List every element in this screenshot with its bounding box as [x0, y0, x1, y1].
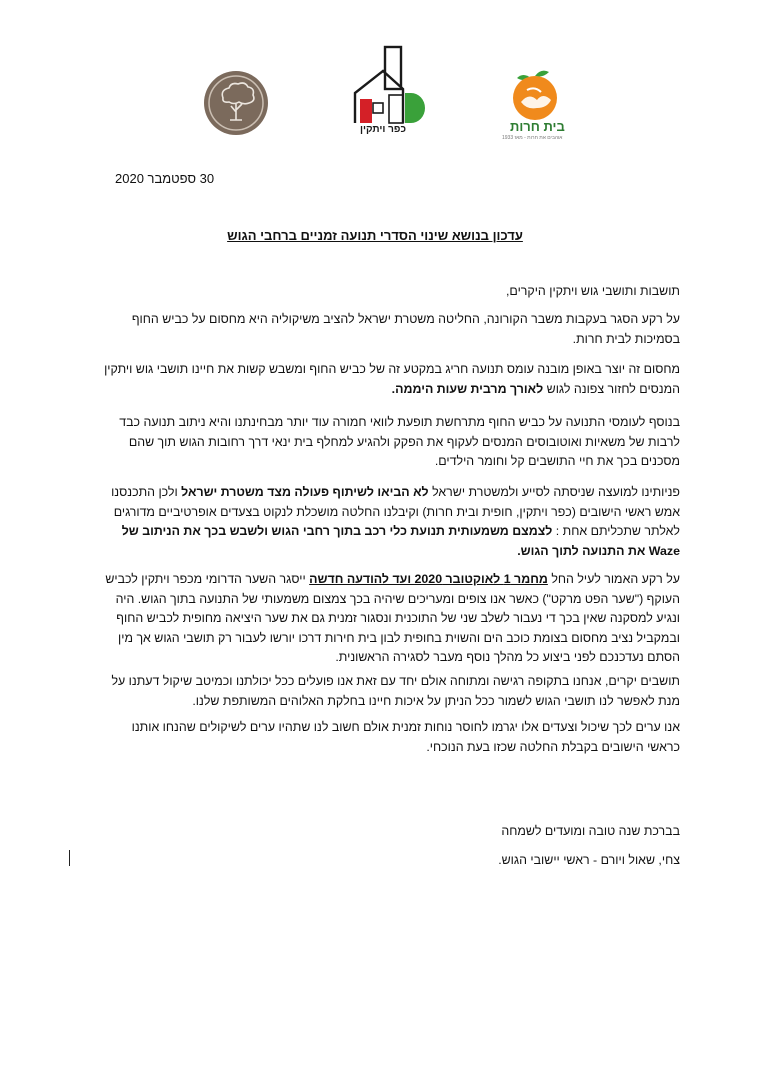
paragraph-2: [100, 360, 680, 399]
paragraph-1: על רקע הסגר בעקבות משבר הקורונה, החליטה משטרת ישראל להציב משיקוליה היא מחסום על כביש החוף בסמיכות לבית חרות.: [131, 312, 680, 346]
paragraph-3: בנוסף לעומסי התנועה על כביש החוף מתרחשת תופעת לוואי חמורה עוד יותר מבחינתנו והיא ניתוב תנועה כבד לרבות של משאיות ואוטובוסים המנסים לעקוף את הפקק ולהגיע למחלף בית ינאי דרך רחובות הגוש תוך שהם מסכנים בכך את חיי התושבים קל וחומר הילדים.: [119, 415, 680, 468]
tree-emblem-icon: [203, 70, 269, 136]
right-logo-caption: בית חרות: [510, 119, 565, 134]
greeting: תושבות ותושבי גוש ויתקין היקרים,: [505, 284, 680, 298]
paragraph-5-bold-underline: מחמר 1 לאוקטובר 2020 ועד להודעה חדשה: [309, 572, 548, 586]
paragraph-5: [100, 570, 680, 668]
paragraph-4-text-2: ולכן התכנסנו אמש ראשי הישובים (כפר ויתקין, חופית ובית חרות) וקיבלנו החלטה מושכלת לנקוט בצעדים אופרטיביים מדורגים לאלתר שתכליתם אחת :: [111, 485, 680, 538]
right-logo-subcaption: אוהבים את חרות - מאז 1933: [502, 135, 563, 141]
paragraph-2-text: מחסום זה יוצר באופן מובנה עומס תנועה חריג במקטע זה של כביש החוף ומשבש קשות את חיינו תושבי גוש ויתקין המנסים לחזור צפונה לגוש: [104, 362, 680, 396]
signature-line: צחי, שאול ויורם - ראשי יישובי הגוש.: [498, 853, 680, 867]
letter-date: 30 ספטמבר 2020: [115, 171, 215, 186]
closing-line: בברכת שנה טובה ומועדים לשמחה: [501, 824, 680, 838]
paragraph-4: [100, 483, 680, 561]
paragraph-5-text-1: על רקע האמור לעיל החל: [547, 572, 680, 586]
paragraph-4-bold-2: לצמצם משמעותית תנועת כלי רכב בתוך רחבי הגוש ולשבש בכך את הניתוב של Waze את התנועה לתוך הגוש.: [121, 524, 680, 558]
paragraph-7: אנו ערים לכך שיכול וצעדים אלו יגרמו לחוסר נוחות זמנית אולם חשוב לנו שתהיו ערים לשיקולים שהנחו אותנו כראשי הישובים בקבלת החלטה שכזו בעת הנוכחי.: [131, 720, 680, 754]
paragraph-6: תושבים יקרים, אנחנו בתקופה רגישה ומתוחה אולם יחד עם זאת אנו פועלים ככל יכולתנו וכמיטב שיקול דעתנו על מנת לאפשר לנו תושבי הגוש לשמור ככל הניתן על איכות חיינו בחלקת האלוהים המשותפת שלנו.: [111, 674, 680, 708]
paragraph-2-bold: לאורך מרבית שעות היממה.: [391, 381, 544, 396]
paragraph-4-text-1: פניותינו למועצה שניסתה לסייע ולמשטרת ישראל: [428, 485, 680, 499]
text-cursor: [69, 850, 70, 866]
paragraph-5-text-2: ייסגר השער הדרומי מכפר ויתקין לכביש העוקף ("שער הפט מרקט") כאשר אנו צופים ומעריכים שיהיה בכך צמצום משמעותי של התנועה בתוך הגוש. היה ונגיע למסקנה שאין בכך די נעבור לשלב שני של התוכנית ונסגור זמנית גם את שער היציאה מחופית לכביש החוף ובמקביל נציב מחסום בצומת כוכב הים והשוית בחופית לבון בית חירות דרכו יורשו לעבור רק תושבי הגוש אך מין הסתם נעדכנכם לפני ביצוע כל מהלך נוסף מעבר לסגירה הראשונית.: [105, 572, 680, 664]
letter-title: עדכון בנושא שינוי הסדרי תנועה זמניים ברחבי הגוש: [227, 228, 523, 243]
paragraph-4-bold-1: לא הביאו לשיתוף פעולה מצד משטרת ישראל: [181, 485, 429, 499]
center-logo-caption: כפר ויתקין: [360, 124, 406, 135]
